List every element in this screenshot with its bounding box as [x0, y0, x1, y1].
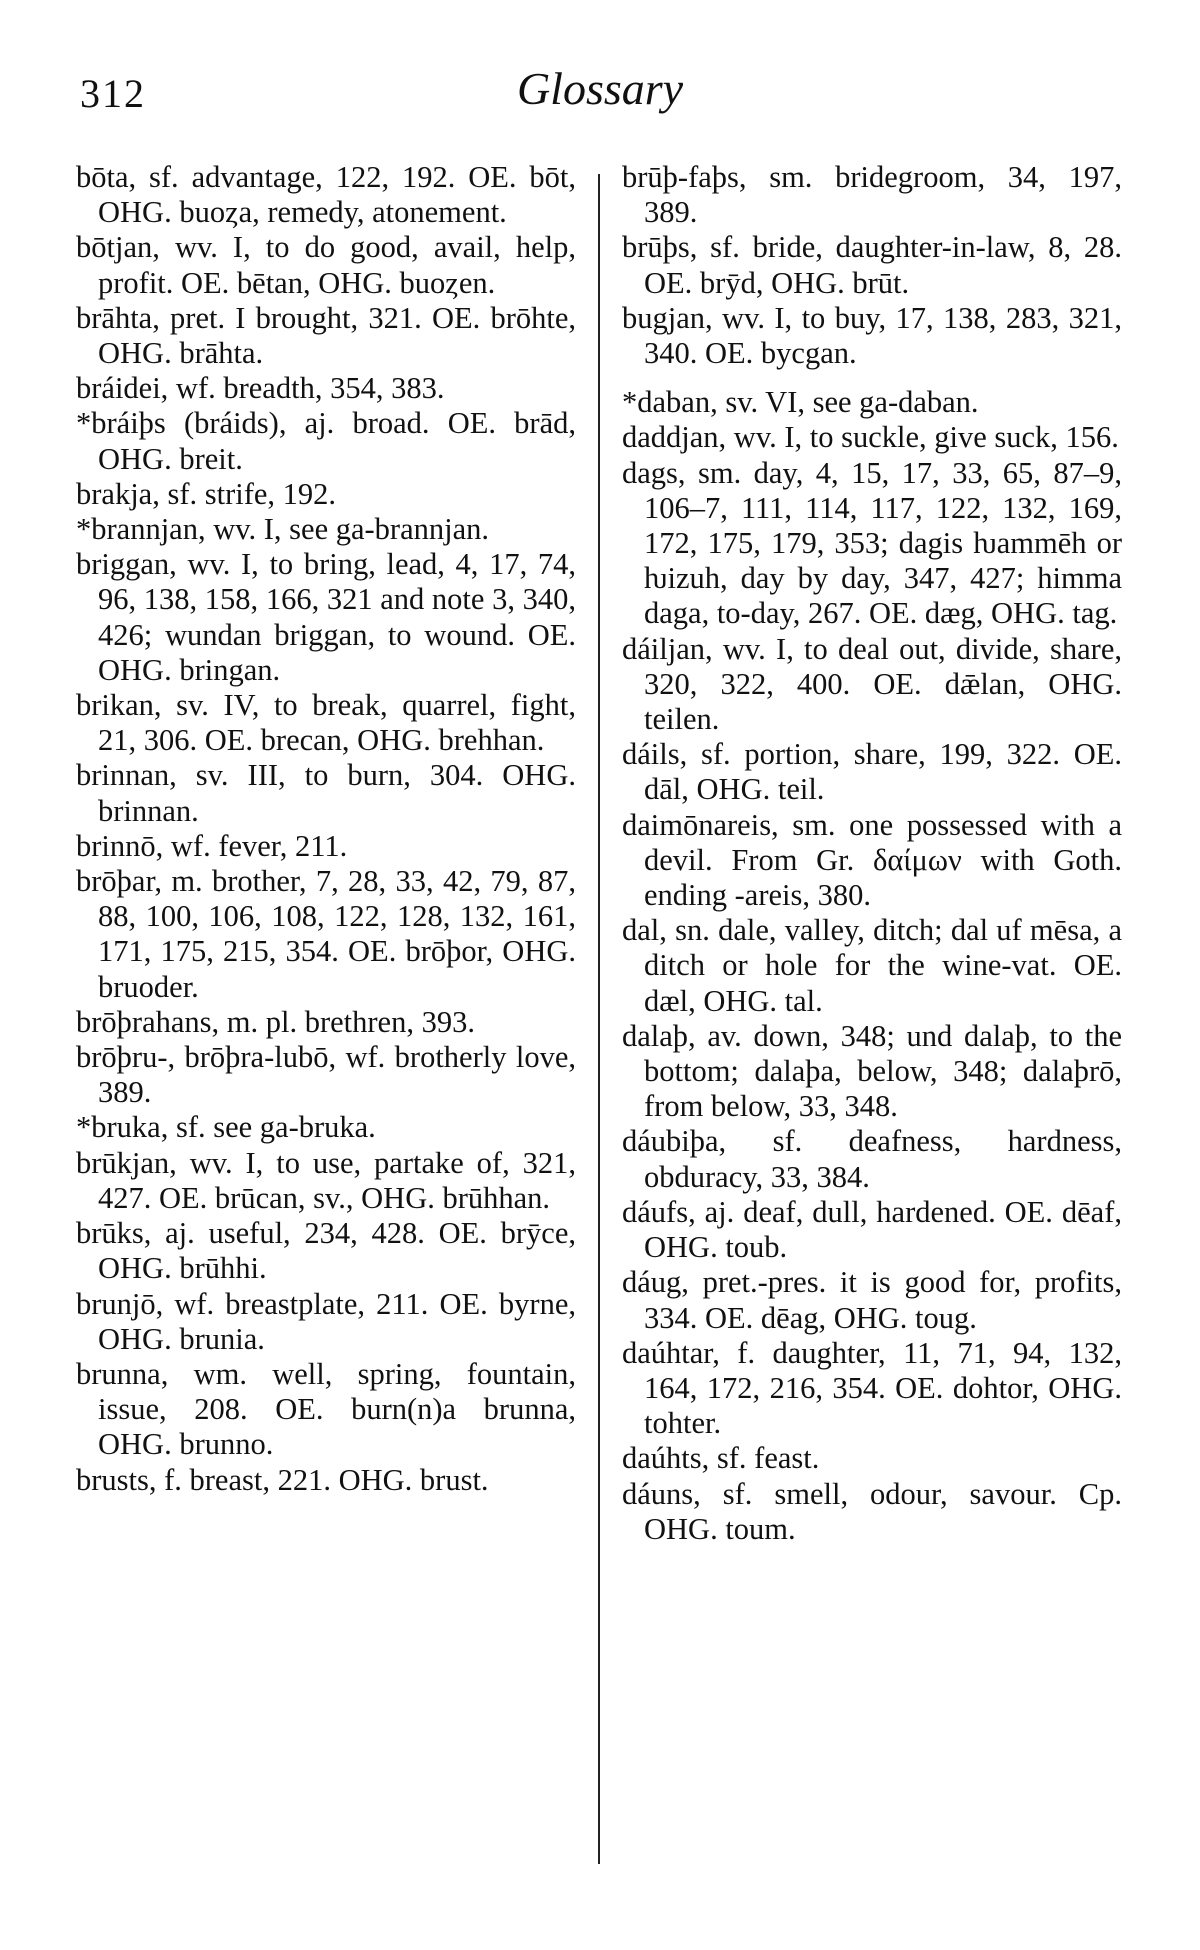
glossary-entry: brunna, wm. well, spring, fountain, issue, 208. OE. burn(n)a brunna, OHG. brunno. — [76, 1356, 576, 1462]
glossary-entry: daddjan, wv. I, to suckle, give suck, 156. — [622, 420, 1119, 455]
glossary-entry: dáug, pret.-pres. it is good for, profits, 334. OE. dēag, OHG. toug. — [622, 1265, 1122, 1335]
glossary-entry: bōta, sf. advantage, 122, 192. OE. bōt, OHG. buoȥa, remedy, atonement. — [76, 160, 576, 230]
glossary-entry: brāhta, pret. I brought, 321. OE. brōhte, OHG. brāhta. — [76, 300, 576, 371]
glossary-entry: *brannjan, wv. I, see ga-brannjan. — [76, 512, 490, 547]
glossary-entry: daúhts, sf. feast. — [622, 1441, 820, 1476]
left-column — [76, 160, 576, 1498]
glossary-entry: brinnan, sv. III, to burn, 304. OHG. brinnan. — [76, 758, 576, 828]
glossary-entry: brunjō, wf. breastplate, 211. OE. byrne, OHG. brunia. — [76, 1286, 576, 1356]
glossary-entry: dáubiþa, sf. deafness, hardness, obduracy, 33, 384. — [622, 1124, 1122, 1194]
glossary-entry: dáuns, sf. smell, odour, savour. Cp. OHG. toum. — [622, 1476, 1122, 1546]
glossary-entry: brikan, sv. IV, to break, quarrel, fight, 21, 306. OE. brecan, OHG. brehhan. — [76, 688, 576, 758]
glossary-entry: dáiljan, wv. I, to deal out, divide, share, 320, 322, 400. OE. dǣlan, OHG. teilen. — [622, 631, 1122, 737]
glossary-entry: daimōnareis, sm. one possessed with a devil. From Gr. δαίμων with Goth. ending -areis, 380. — [622, 807, 1122, 913]
glossary-entry: dáufs, aj. deaf, dull, hardened. OE. dēaf, OHG. toub. — [622, 1194, 1122, 1265]
glossary-entry: *bráiþs (bráids), aj. broad. OE. brād, OHG. breit. — [76, 406, 576, 476]
glossary-entry: dáils, sf. portion, share, 199, 322. OE. dāl, OHG. teil. — [622, 737, 1122, 807]
glossary-entry: daúhtar, f. daughter, 11, 71, 94, 132, 164, 172, 216, 354. OE. dohtor, OHG. tohter. — [622, 1335, 1122, 1441]
glossary-entry: brūks, aj. useful, 234, 428. OE. brȳce, OHG. brūhhi. — [76, 1216, 576, 1286]
glossary-entry: *bruka, sf. see ga-bruka. — [76, 1110, 376, 1145]
glossary-entry: dal, sn. dale, valley, ditch; dal uf mēsa, a ditch or hole for the wine-vat. OE. dæl, OHG. tal. — [622, 913, 1122, 1018]
glossary-entry: dags, sm. day, 4, 15, 17, 33, 65, 87–9, 106–7, 111, 114, 117, 122, 132, 169, 172, 175, 179, 353; dagis ƕammēh or ƕizuh, day by day, 347, 427; himma daga, to-day, 267. OE. dæg, OHG. tag. — [622, 455, 1122, 631]
glossary-entry: bráidei, wf. breadth, 354, 383. — [76, 371, 445, 406]
column-divider — [598, 174, 600, 1864]
running-head: Glossary — [516, 63, 684, 114]
glossary-entry: brusts, f. breast, 221. OHG. brust. — [76, 1462, 489, 1497]
glossary-entry: *daban, sv. VI, see ga-daban. — [622, 385, 979, 420]
glossary-entry: brūþ-faþs, sm. bridegroom, 34, 197, 389. — [622, 160, 1122, 230]
glossary-entry: bugjan, wv. I, to buy, 17, 138, 283, 321, 340. OE. bycgan. — [622, 300, 1122, 371]
glossary-entry: brinnō, wf. fever, 211. — [76, 828, 348, 863]
glossary-entry: dalaþ, av. down, 348; und dalaþ, to the bottom; dalaþa, below, 348; dalaþrō, from below, 33, 348. — [622, 1018, 1122, 1124]
glossary-entry: bōtjan, wv. I, to do good, avail, help, profit. OE. bētan, OHG. buoȥen. — [76, 230, 576, 300]
page-number: 312 — [80, 71, 146, 116]
glossary-entry: brōþru-, brōþra-lubō, wf. brotherly love, 389. — [76, 1040, 576, 1110]
glossary-entry: brōþrahans, m. pl. brethren, 393. — [76, 1004, 475, 1039]
glossary-entry: brūþs, sf. bride, daughter-in-law, 8, 28. OE. brȳd, OHG. brūt. — [622, 230, 1122, 300]
glossary-entry: briggan, wv. I, to bring, lead, 4, 17, 74, 96, 138, 158, 166, 321 and note 3, 340, 426; wundan briggan, to wound. OE. OHG. bringan. — [76, 547, 576, 687]
glossary-entry: brōþar, m. brother, 7, 28, 33, 42, 79, 87, 88, 100, 106, 108, 122, 128, 132, 161, 171, 175, 215, 354. OE. brōþor, OHG. bruoder. — [76, 864, 576, 1004]
glossary-entry: brūkjan, wv. I, to use, partake of, 321, 427. OE. brūcan, sv., OHG. brūhhan. — [76, 1145, 576, 1215]
glossary-entry: brakja, sf. strife, 192. — [76, 476, 337, 511]
right-column — [622, 160, 1122, 1547]
